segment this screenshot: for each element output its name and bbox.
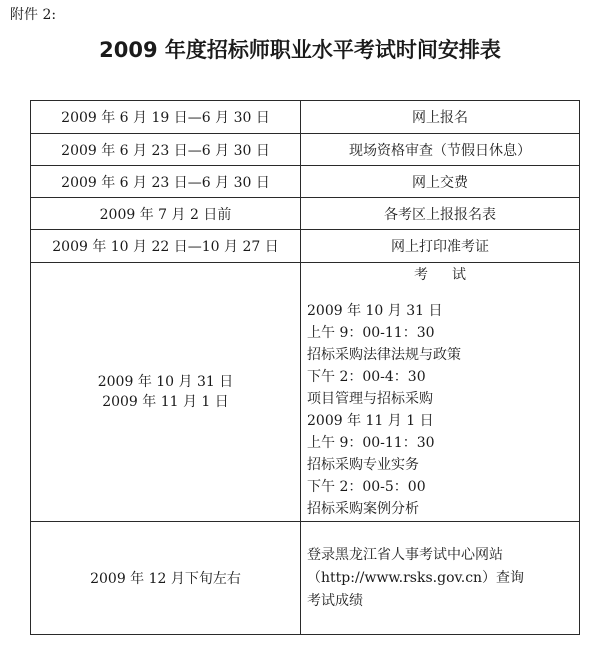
- event-cell: 网上交费: [301, 166, 580, 198]
- results-row: [31, 522, 580, 635]
- date-cell: 2009 年 6 月 23 日—6 月 30 日: [31, 134, 301, 166]
- page-title: 2009 年度招标师职业水平考试时间安排表: [99, 38, 501, 62]
- exam-heading: 考试: [414, 267, 490, 283]
- table-row: [31, 230, 580, 263]
- attachment-label: 附件 2:: [10, 7, 57, 23]
- exam-line: 2009 年 10 月 31 日: [307, 303, 443, 319]
- exam-date: 2009 年 11 月 1 日: [102, 394, 229, 410]
- results-info-cell: [301, 522, 580, 635]
- event-cell: 网上打印准考证: [301, 230, 580, 263]
- exam-date-cell: [31, 263, 301, 522]
- schedule-table: [30, 100, 580, 635]
- table-row: [31, 166, 580, 198]
- results-date-cell: 2009 年 12 月下旬左右: [31, 522, 301, 635]
- event-cell: 各考区上报报名表: [301, 198, 580, 230]
- exam-schedule-cell: [301, 263, 580, 522]
- exam-line: 上午 9：00-11：30: [307, 325, 435, 341]
- exam-line: 下午 2：00-5：00: [307, 479, 426, 495]
- exam-line: 招标采购法律法规与政策: [307, 347, 461, 363]
- table-row: [31, 134, 580, 166]
- exam-line: 2009 年 11 月 1 日: [307, 413, 434, 429]
- exam-line: 招标采购专业实务: [307, 457, 419, 473]
- event-cell: 现场资格审查（节假日休息）: [301, 134, 580, 166]
- table-row: [31, 101, 580, 134]
- exam-date: 2009 年 10 月 31 日: [97, 374, 234, 390]
- results-line: （http://www.rsks.gov.cn）查询: [307, 569, 525, 586]
- date-cell: 2009 年 7 月 2 日前: [31, 198, 301, 230]
- exam-line: 下午 2：00-4：30: [307, 369, 426, 385]
- exam-row: [31, 263, 580, 522]
- event-cell: 网上报名: [301, 101, 580, 134]
- results-line: 考试成绩: [307, 592, 363, 609]
- date-cell: 2009 年 6 月 19 日—6 月 30 日: [31, 101, 301, 134]
- date-cell: 2009 年 10 月 22 日—10 月 27 日: [31, 230, 301, 263]
- results-line: 登录黑龙江省人事考试中心网站: [307, 546, 503, 563]
- table-row: [31, 198, 580, 230]
- exam-line: 上午 9：00-11：30: [307, 435, 435, 451]
- exam-line: 项目管理与招标采购: [307, 391, 433, 407]
- exam-line: 招标采购案例分析: [307, 501, 419, 517]
- date-cell: 2009 年 6 月 23 日—6 月 30 日: [31, 166, 301, 198]
